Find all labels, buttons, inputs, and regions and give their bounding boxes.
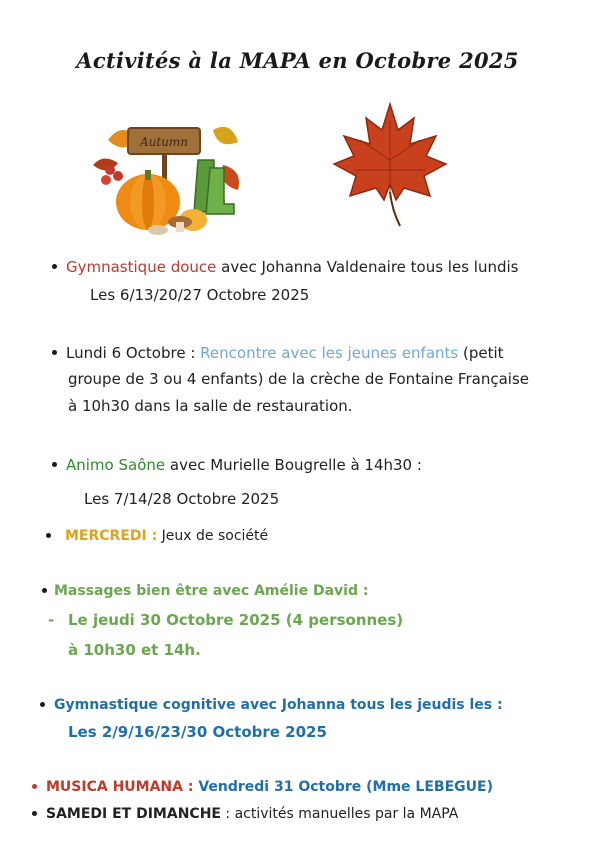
- activity-massages: [42, 582, 368, 600]
- activity-line: à 10h30 dans la salle de restauration.: [68, 397, 353, 415]
- bullet-icon: [52, 264, 57, 269]
- maple-leaf-icon: [330, 100, 450, 228]
- activity-weekend: [32, 805, 458, 823]
- activity-line: Le jeudi 30 Octobre 2025 (4 personnes): [68, 611, 404, 629]
- bullet-icon: [52, 350, 57, 355]
- activity-text: (petit: [458, 344, 504, 362]
- activity-label: SAMEDI ET DIMANCHE: [46, 806, 221, 822]
- activity-label: MERCREDI :: [65, 528, 158, 544]
- activity-mercredi: [46, 527, 268, 545]
- activity-label: Gymnastique douce: [66, 258, 217, 276]
- bullet-icon: [32, 784, 37, 789]
- page-title: Activités à la MAPA en Octobre 2025: [76, 48, 519, 73]
- activity-dates: Les 7/14/28 Octobre 2025: [84, 490, 280, 508]
- activity-gym-cognitive: [40, 696, 503, 714]
- activity-label: Animo Saône: [66, 456, 166, 474]
- activity-lundi: [52, 344, 504, 362]
- activity-label: MUSICA HUMANA :: [46, 779, 194, 795]
- activity-label: Lundi 6 Octobre :: [66, 344, 201, 362]
- autumn-sign-text: Autumn: [139, 135, 189, 149]
- activity-line: groupe de 3 ou 4 enfants) de la crèche de Fontaine Française: [68, 370, 529, 388]
- activity-dates: Les 2/9/16/23/30 Octobre 2025: [68, 723, 327, 741]
- activity-line: à 10h30 et 14h.: [68, 641, 201, 659]
- activity-label: Gymnastique cognitive avec Johanna tous les jeudis les :: [54, 697, 503, 713]
- activity-text: avec Johanna Valdenaire tous les lundis: [216, 258, 519, 276]
- bullet-icon: [42, 588, 47, 593]
- activity-musica: [32, 778, 493, 796]
- activity-label: Massages bien être avec Amélie David :: [54, 583, 369, 599]
- bullet-icon: [32, 811, 37, 816]
- bullet-icon: [46, 533, 51, 538]
- activity-text: : activités manuelles par la MAPA: [220, 806, 459, 822]
- bullet-icon: [40, 702, 45, 707]
- activity-gym-douce: [52, 258, 518, 276]
- activity-dates: Les 6/13/20/27 Octobre 2025: [90, 286, 310, 304]
- activity-highlight: Rencontre avec les jeunes enfants: [200, 344, 459, 362]
- activity-text: avec Murielle Bougrelle à 14h30 :: [165, 456, 422, 474]
- activity-dash: -: [48, 611, 55, 629]
- autumn-illustration: [88, 110, 248, 238]
- activity-animo: [52, 456, 422, 474]
- activity-text: Jeux de société: [157, 528, 269, 544]
- activity-text: Vendredi 31 Octobre (Mme LEBEGUE): [193, 779, 493, 795]
- bullet-icon: [52, 462, 57, 467]
